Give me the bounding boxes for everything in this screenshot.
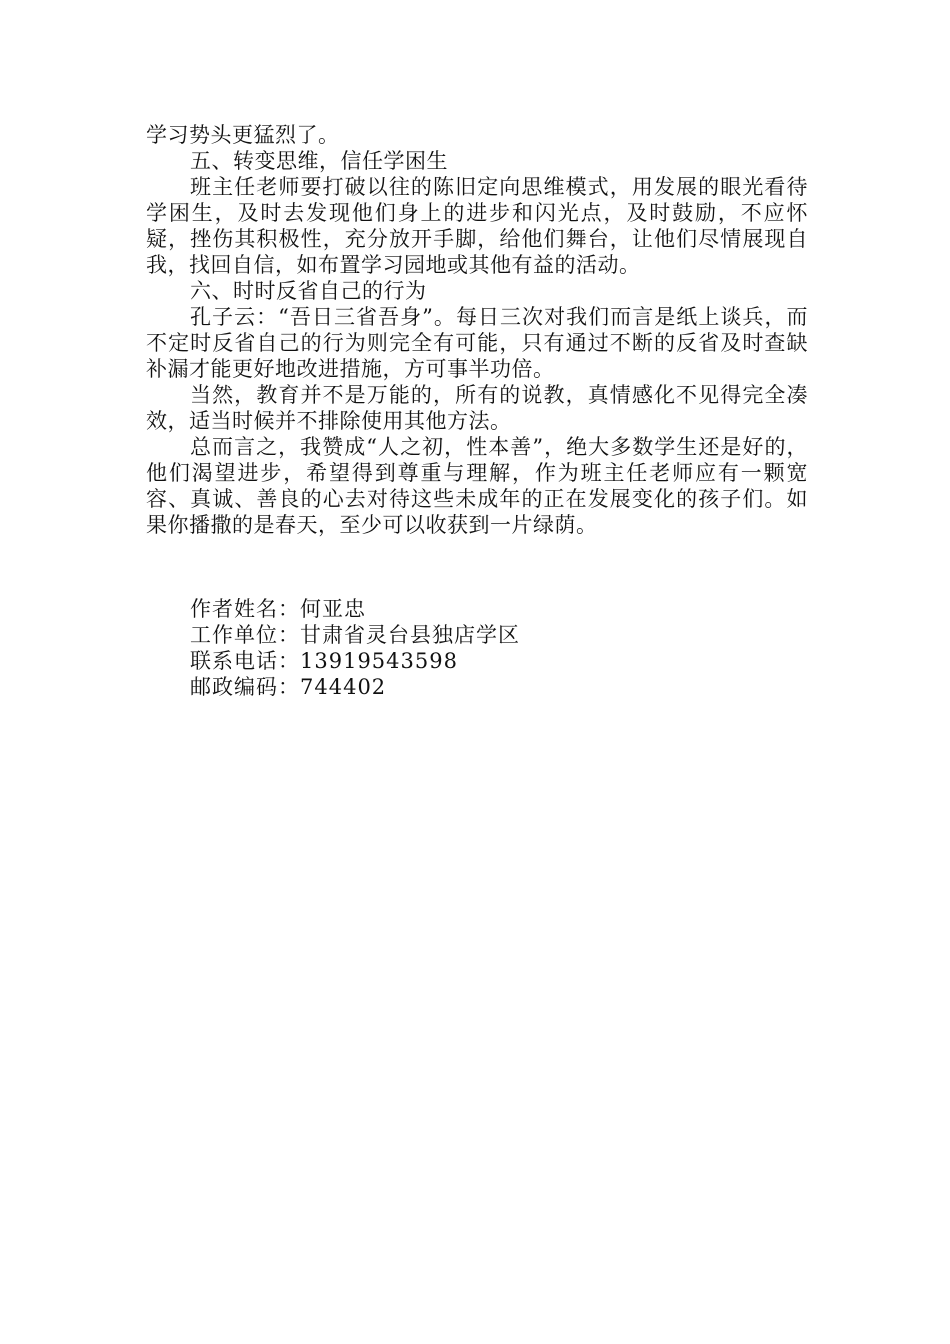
work-unit: 工作单位：甘肃省灵台县独店学区 <box>190 623 520 647</box>
postal-code: 邮政编码：744402 <box>190 675 387 699</box>
paragraph: 学习势头更猛烈了。 <box>146 123 340 147</box>
article-body <box>146 122 808 538</box>
section-heading-6: 六、时时反省自己的行为 <box>190 279 427 303</box>
paragraph: 班主任老师要打破以往的陈旧定向思维模式，用发展的眼光看待学困生，及时去发现他们身上的进步和闪光点，及时鼓励，不应怀疑，挫伤其积极性，充分放开手脚，给他们舞台，让他们尽情展现自我，找回自信，如布置学习园地或其他有益的活动。 <box>146 175 808 277</box>
paragraph: 当然，教育并不是万能的，所有的说教，真情感化不见得完全凑效，适当时候并不排除使用其他方法。 <box>146 383 808 433</box>
contact-phone: 联系电话：13919543598 <box>190 649 458 673</box>
author-info <box>190 596 520 700</box>
paragraph: 孔子云：“吾日三省吾身”。每日三次对我们而言是纸上谈兵，而不定时反省自己的行为则完全有可能，只有通过不断的反省及时查缺补漏才能更好地改进措施，方可事半功倍。 <box>146 305 808 381</box>
author-name: 作者姓名：何亚忠 <box>190 597 366 621</box>
conclusion-paragraph: 总而言之，我赞成“人之初，性本善”，绝大多数学生还是好的，他们渴望进步，希望得到尊重与理解，作为班主任老师应有一颗宽容、真诚、善良的心去对待这些未成年的正在发展变化的孩子们。如果你播撒的是春天，至少可以收获到一片绿荫。 <box>146 435 808 537</box>
section-heading-5: 五、转变思维，信任学困生 <box>190 149 448 173</box>
